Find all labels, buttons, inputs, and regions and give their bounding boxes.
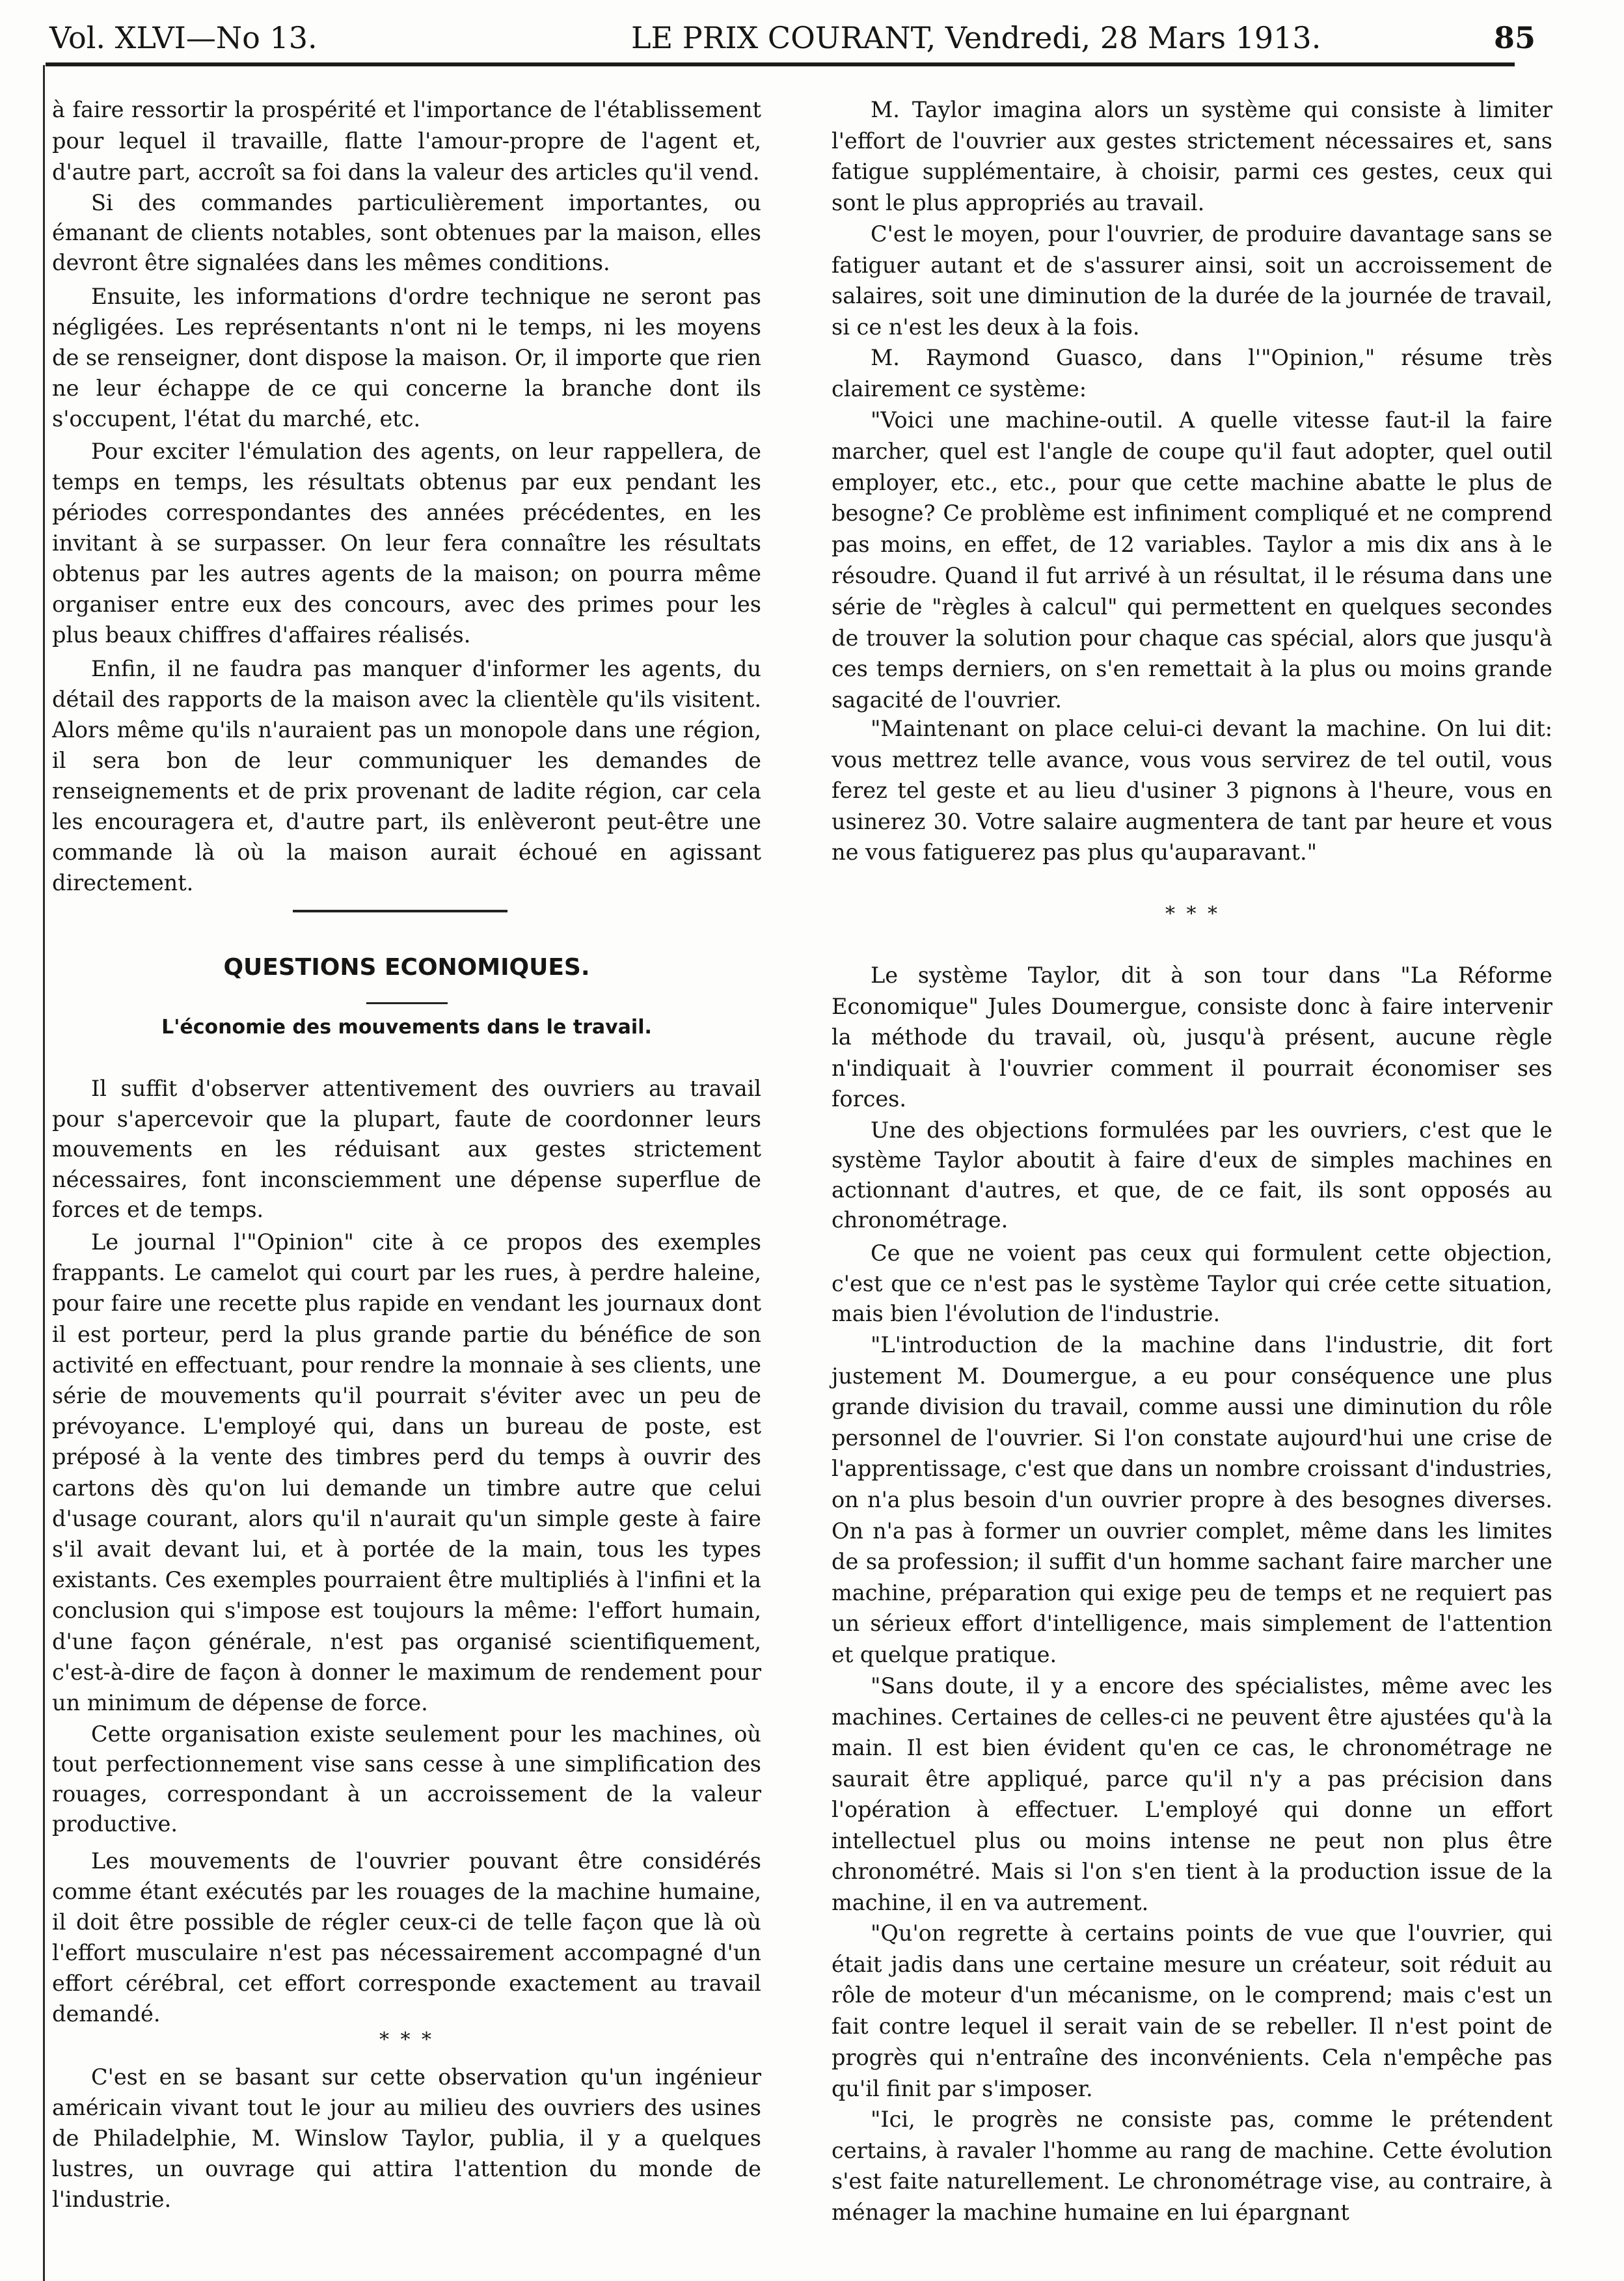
volume-number: Vol. XLVI—No 13.: [49, 20, 318, 55]
right-paragraph-10: "Sans doute, il y a encore des spécialistes, même avec les machines. Certaines de celles-ci ne peuvent être ajustées qu'à la main. Il est bien évident qu'en ce cas, le chronométrage ne saurait être appliqué, parce qu'il n'y a pas précision dans l'opération à effectuer. L'employé qui donne un effort intellectuel plus ou moins intense ne peut non plus être chronométré. Mais si l'on s'en tient à la production issue de la machine, il en va autrement.: [832, 1673, 1552, 1915]
left-paragraph-10: C'est en se basant sur cette observation qu'un ingénieur américain vivant tout le jour au milieu des ouvriers des usines de Philadelphie, M. Winslow Taylor, publia, il y a quelques lustres, un ouvrage qui attira l'attention du monde de l'industrie.: [52, 2064, 761, 2212]
right-paragraph-1: M. Taylor imagina alors un système qui consiste à limiter l'effort de l'ouvrier aux gestes strictement nécessaires et, sans fatigue supplémentaire, à choisir, parmi ces gestes, ceux qui sont le plus appropriés au travail.: [832, 97, 1552, 215]
title-rule: [366, 1002, 448, 1004]
left-paragraph-7: Le journal l'"Opinion" cite à ce propos des exemples frappants. Le camelot qui court par les rues, à perdre haleine, pour faire une recette plus rapide en vendant les journaux dont il est porteur, perd la plus grande partie du bénéfice de son activité en effectuant, pour rendre la monnaie à ses clients, une série de mouvements qu'il pourrait s'éviter avec un peu de prévoyance. L'employé qui, dans un bureau de poste, est préposé à la vente des timbres perd du temps à ouvrir des cartons dès qu'on lui demande un timbre autre que celui d'usage courant, alors qu'il n'aurait qu'un simple geste à faire s'il avait devant lui, et à portée de la main, tous les types existants. Ces exemples pourraient être multipliés à l'infini et la conclusion qui s'impose est toujours la même: l'effort humain, d'une façon générale, n'est pas organisé scientifiquement, c'est-à-dire de façon à donner le maximum de rendement pour un minimum de dépense de force.: [52, 1229, 761, 1716]
left-paragraph-6: Il suffit d'observer attentivement des ouvriers au travail pour s'apercevoir que la plupart, faute de coordonner leurs mouvements en les réduisant aux gestes strictement nécessaires, font inconsciemment une dépense superflue de forces et de temps.: [52, 1076, 761, 1222]
right-column: [832, 0, 1552, 2281]
section-divider: [293, 910, 508, 912]
section-title: QUESTIONS ECONOMIQUES.: [223, 954, 590, 981]
left-paragraph-1: à faire ressortir la prospérité et l'importance de l'établissement pour lequel il travaille, flatte l'amour-propre de l'agent et, d'autre part, accroît sa foi dans la valeur des articles qu'il vend.: [52, 97, 761, 185]
right-paragraph-4: "Voici une machine-outil. A quelle vitesse faut-il la faire marcher, quel est l'angle de coupe qu'il faut adopter, quel outil employer, etc., etc., pour que cette machine abatte le plus de besogne? Ce problème est infiniment compliqué et ne comprend pas moins, en effet, de 12 variables. Taylor a mis dix ans à le résoudre. Quand il fut arrivé à un résultat, il le résuma dans une série de "règles à calcul" qui permettent en quelques secondes de trouver la solution pour chaque cas spécial, alors que jusqu'à ces temps derniers, on s'en remettait à la plus ou moins grande sagacité de l'ouvrier.: [832, 407, 1552, 713]
section-stars: * * *: [379, 2028, 435, 2051]
right-paragraph-11: "Qu'on regrette à certains points de vue que l'ouvrier, qui était jadis dans une certaine mesure un créateur, soit réduit au rôle de moteur d'un mécanisme, on le comprend; mais c'est un fait contre lequel il serait vain de se rebeller. Il n'est point de progrès qui n'entraîne des inconvénients. Cela n'empêche pas qu'il finit par s'imposer.: [832, 1920, 1552, 2101]
right-paragraph-3: M. Raymond Guasco, dans l'"Opinion," résume très clairement ce système:: [832, 345, 1552, 402]
left-paragraph-5: Enfin, il ne faudra pas manquer d'informer les agents, du détail des rapports de la maison avec la clientèle qu'ils visitent. Alors même qu'ils n'auraient pas un monopole dans une région, il sera bon de leur communiquer les demandes de renseignements et de prix provenant de ladite région, car cela les encouragera et, d'autre part, ils enlèveront peut-être une commande là où la maison aurait échoué en agissant directement.: [52, 656, 761, 895]
left-paragraph-9: Les mouvements de l'ouvrier pouvant être considérés comme étant exécutés par les rouages de la machine humaine, il doit être possible de régler ceux-ci de telle façon que là où l'effort musculaire n'est pas nécessairement accompagné d'un effort cérébral, cet effort corresponde exactement au travail demandé.: [52, 1848, 761, 2027]
right-paragraph-12: "Ici, le progrès ne consiste pas, comme le prétendent certains, à ravaler l'homme au rang de machine. Cette évolution s'est faite naturellement. Le chronométrage vise, au contraire, à ménager la machine humaine en lui épargnant: [832, 2107, 1552, 2225]
right-paragraph-8: Ce que ne voient pas ceux qui formulent cette objection, c'est que ce n'est pas le système Taylor qui crée cette situation, mais bien l'évolution de l'industrie.: [832, 1240, 1552, 1326]
left-paragraph-2: Si des commandes particulièrement importantes, ou émanant de clients notables, sont obtenues par la maison, elles devront être signalées dans les mêmes conditions.: [52, 190, 761, 275]
section-subtitle: L'économie des mouvements dans le travail.: [161, 1016, 652, 1039]
left-paragraph-8: Cette organisation existe seulement pour les machines, où tout perfectionnement vise sans cesse à une simplification des rouages, correspondant à un accroissement de la valeur productive.: [52, 1721, 761, 1837]
right-paragraph-2: C'est le moyen, pour l'ouvrier, de produire davantage sans se fatiguer autant et de s'assurer ainsi, soit un accroissement de salaires, soit une diminution de la durée de la journée de travail, si ce n'est les deux à la fois.: [832, 221, 1552, 340]
section-stars: * * *: [1165, 903, 1221, 925]
page-number: 85: [1494, 20, 1536, 55]
masthead-title: LE PRIX COURANT, Vendredi, 28 Mars 1913.: [631, 20, 1321, 55]
right-paragraph-6: Le système Taylor, dit à son tour dans "La Réforme Economique" Jules Doumergue, consiste donc à faire intervenir la méthode du travail, où, jusqu'à présent, aucune règle n'indiquait à l'ouvrier comment il pourrait économiser ses forces.: [832, 963, 1552, 1112]
left-paragraph-4: Pour exciter l'émulation des agents, on leur rappellera, de temps en temps, les résultats obtenus par eux pendant les périodes correspondantes des années précédentes, en les invitant à se surpasser. On leur fera connaître les résultats obtenus par les autres agents de la maison; on pourra même organiser entre eux des concours, avec des primes pour les plus beaux chiffres d'affaires réalisés.: [52, 439, 761, 648]
left-paragraph-3: Ensuite, les informations d'ordre technique ne seront pas négligées. Les représentants n'ont ni le temps, ni les moyens de se renseigner, dont dispose la maison. Or, il importe que rien ne leur échappe de ce qui concerne la branche dont ils s'occupent, l'état du marché, etc.: [52, 284, 761, 431]
left-column: [52, 0, 761, 2281]
right-paragraph-5: "Maintenant on place celui-ci devant la machine. On lui dit: vous mettrez telle avance, vous vous servirez de tel outil, vous ferez tel geste et au lieu d'usiner 3 pignons à l'heure, vous en usinerez 30. Votre salaire augmentera de tant par heure et vous ne vous fatiguerez pas plus qu'auparavant.": [832, 716, 1552, 865]
right-paragraph-7: Une des objections formulées par les ouvriers, c'est que le système Taylor aboutit à faire d'eux de simples machines en actionnant d'autres, et que, de ce fait, ils sont opposés au chronométrage.: [832, 1117, 1552, 1233]
left-margin-rule: [43, 65, 45, 2281]
right-paragraph-9: "L'introduction de la machine dans l'industrie, dit fort justement M. Doumergue, a eu pour conséquence une plus grande division du travail, comme aussi une diminution du rôle personnel de l'ouvrier. Si l'on constate aujourd'hui une crise de l'apprentissage, c'est que dans un nombre croissant d'industries, on n'a plus besoin d'un ouvrier propre à des besognes diverses. On n'a pas à former un ouvrier complet, même dans les limites de sa profession; il suffit d'un homme sachant faire marcher une machine, préparation qui exige peu de temps et ne requiert pas un sérieux effort d'intelligence, mais simplement de l'attention et quelque pratique.: [832, 1332, 1552, 1667]
